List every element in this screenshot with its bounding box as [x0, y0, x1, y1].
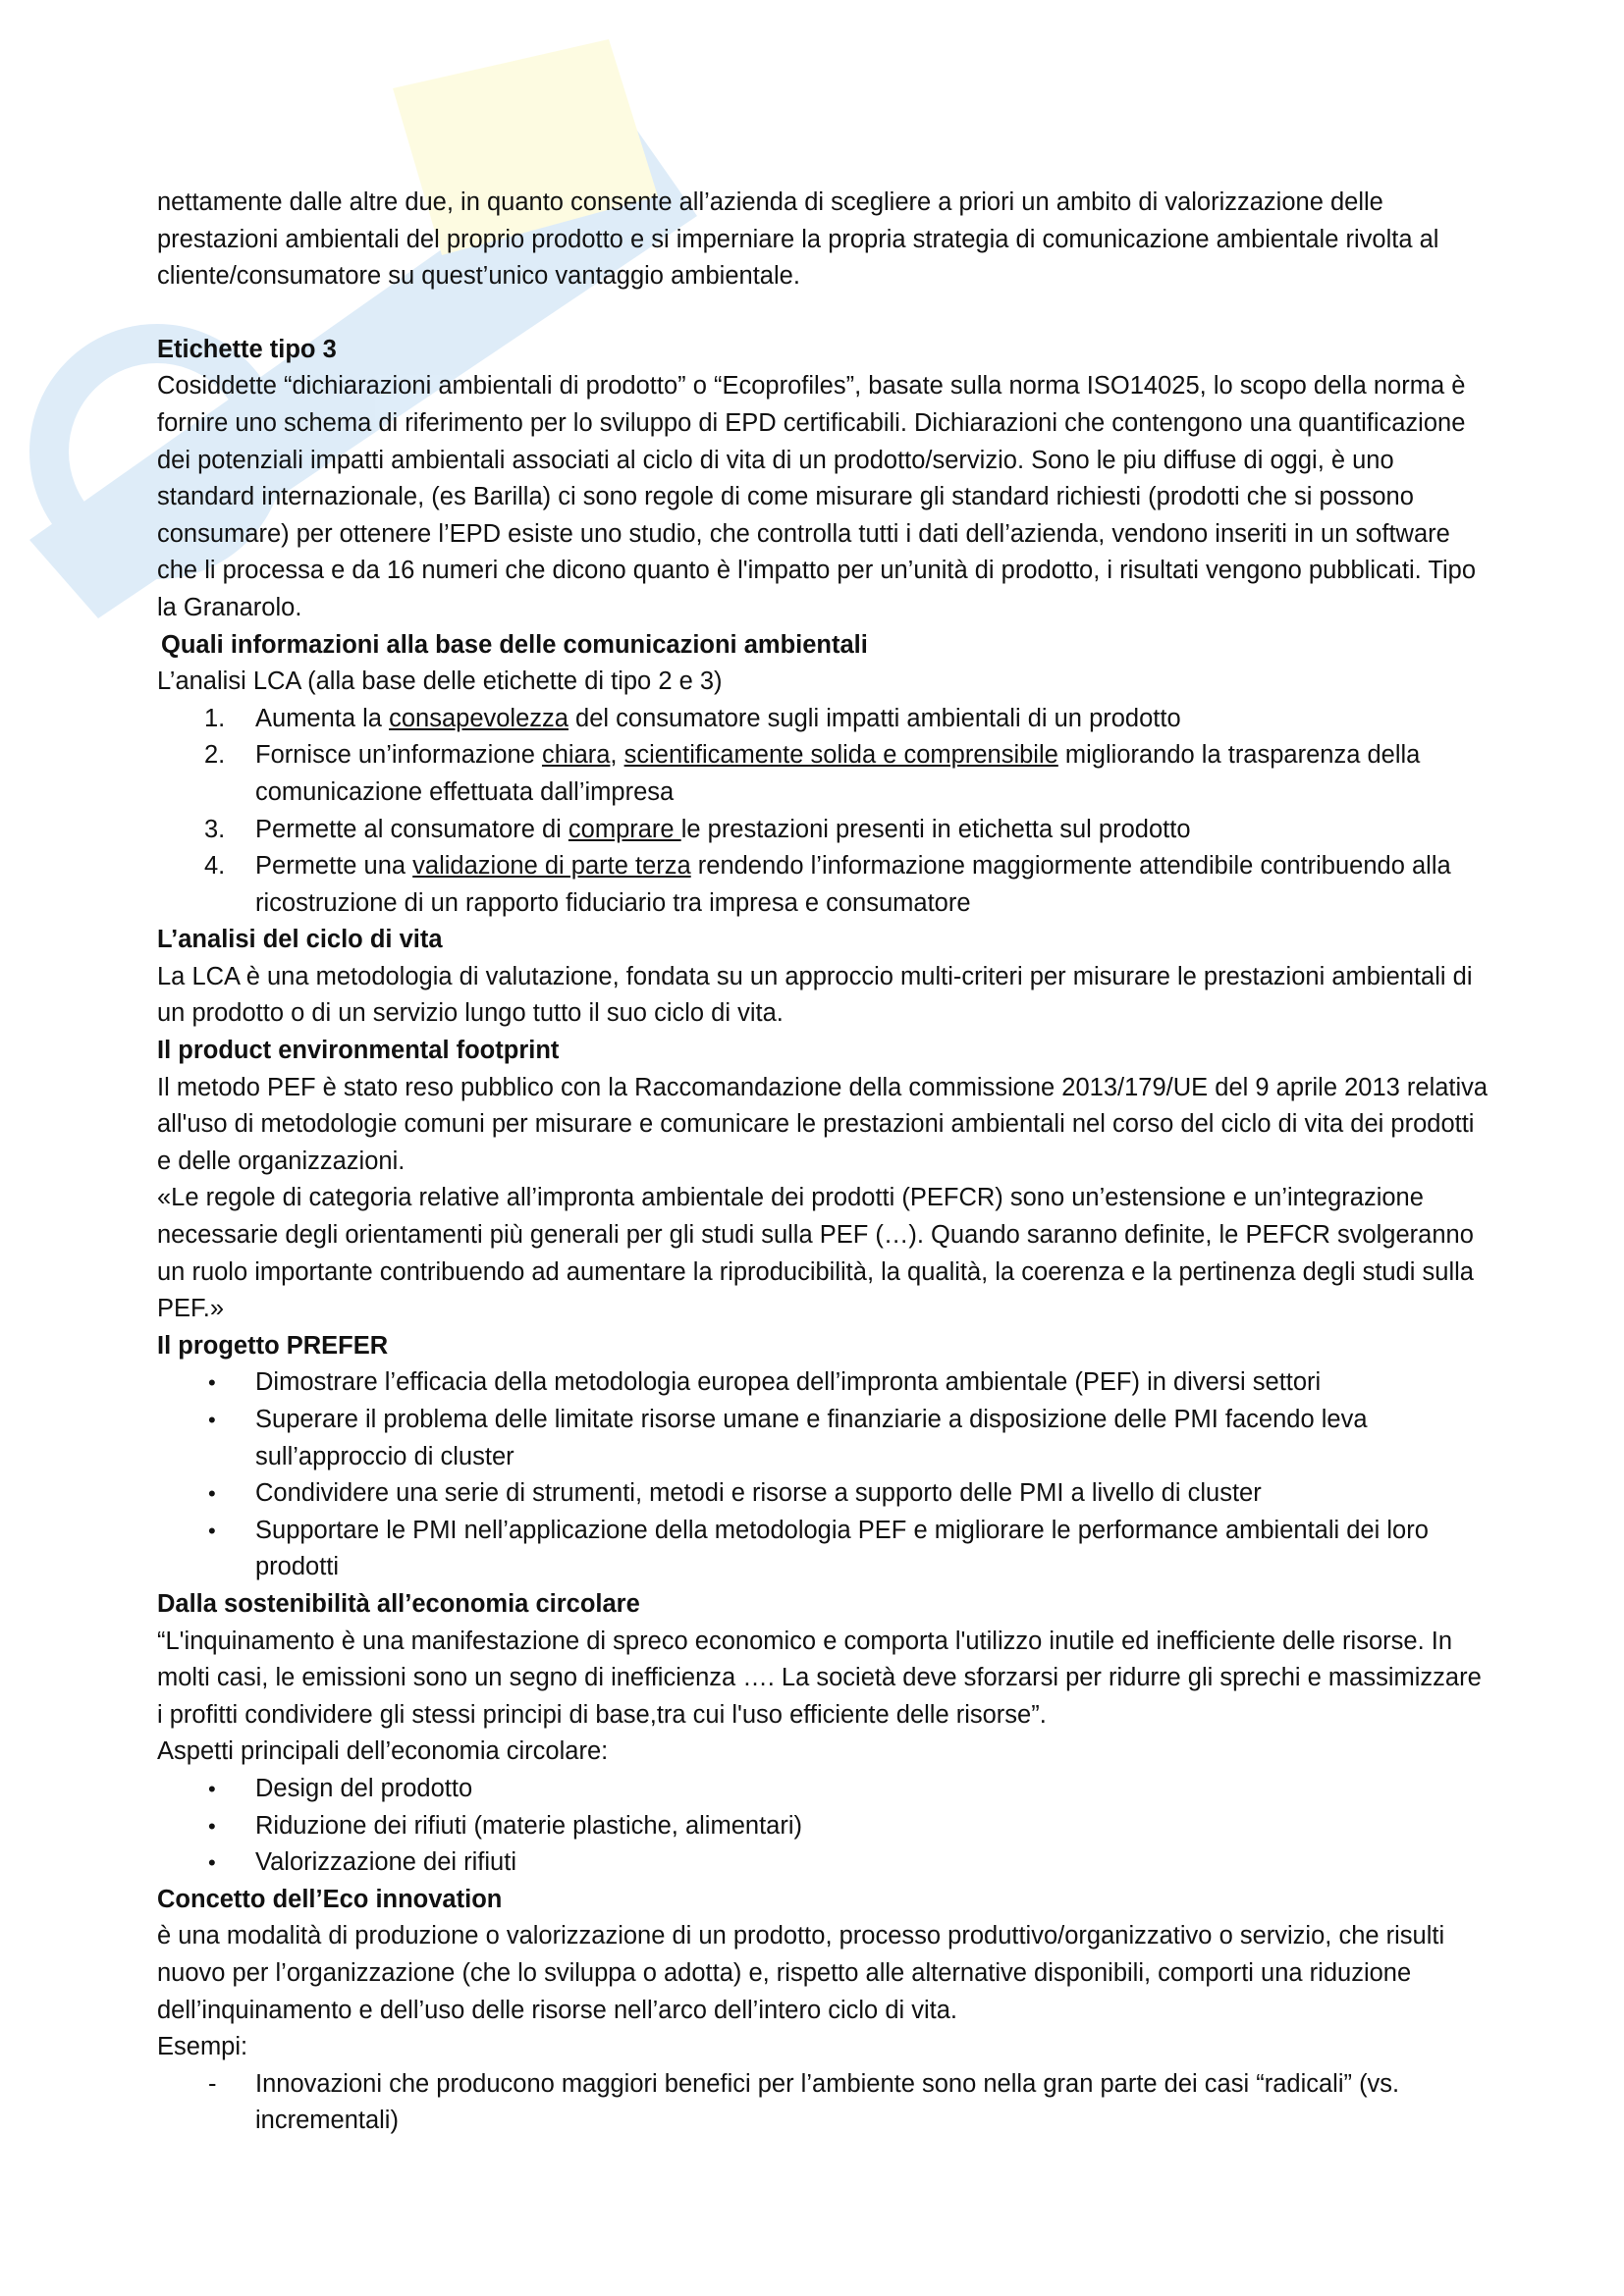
section-heading-info: Quali informazioni alla base delle comunicazioni ambientali	[161, 630, 868, 659]
section-heading-prefer: Il progetto PREFER	[157, 1331, 389, 1360]
list-item: • Dimostrare l’efficacia della metodologia europea dell’impronta ambientale (PEF) in diversi settori	[157, 1364, 1492, 1402]
circular-aspects-label: Aspetti principali dell’economia circolare:	[157, 1737, 609, 1766]
eco-examples-label: Esempi:	[157, 2033, 248, 2061]
section-heading-circular: Dalla sostenibilità all’economia circolare	[157, 1589, 640, 1618]
info-numbered-list	[157, 701, 1492, 923]
list-item: - Innovazioni che producono maggiori benefici per l’ambiente sono nella gran parte dei casi “radicali” (vs. incrementali)	[157, 2066, 1492, 2140]
list-item: 4. Permette una validazione di parte terza rendendo l’informazione maggiormente attendibile contribuendo alla ricostruzione di un rapporto fiduciario tra impresa e consumatore	[157, 848, 1492, 922]
intro-paragraph: nettamente dalle altre due, in quanto consente all’azienda di scegliere a priori un ambito di valorizzazione delle prestazioni ambientali del proprio prodotto e si imperniare la propria strategia di comunicazione ambientale rivolta al cliente/consumatore su quest’unico vantaggio ambientale.	[157, 188, 1439, 291]
eco-paragraph: è una modalità di produzione o valorizzazione di un prodotto, processo produttivo/organizzativo o servizio, che risulti nuovo per l’organizzazione (che lo sviluppa o adotta) e, rispetto alle alternative disponibili, comporti una riduzione dell’inquinamento e dell’uso delle risorse nell’arco dell’intero ciclo di vita.	[157, 1922, 1445, 2024]
section-heading-lca: L’analisi del ciclo di vita	[157, 926, 443, 954]
pef-paragraph: Il metodo PEF è stato reso pubblico con la Raccomandazione della commissione 2013/179/UE del 9 aprile 2013 relativa all'uso di metodologie comuni per misurare e comunicare le prestazioni ambientali nel corso del ciclo di vita dei prodotti e delle organizzazioni.	[157, 1073, 1489, 1175]
circular-quote: “L'inquinamento è una manifestazione di spreco economico e comporta l'utilizzo inutile ed inefficiente delle risorse. In molti casi, le emissioni sono un segno di inefficienza …. La società deve sforzarsi per ridurre gli sprechi e massimizzare i profitti condividere gli stessi principi di base,tra cui l'uso efficiente delle risorse”.	[157, 1627, 1482, 1729]
list-number: 1.	[204, 704, 226, 732]
bullet-icon: •	[208, 1481, 216, 1507]
document-page	[157, 185, 1492, 2140]
prefer-bullet-list	[157, 1364, 1492, 1586]
list-number: 4.	[204, 852, 226, 881]
lca-paragraph: La LCA è una metodologia di valutazione, fondata su un approccio multi-criteri per misurare le prestazioni ambientali di un prodotto o di un servizio lungo tutto il suo ciclo di vita.	[157, 962, 1473, 1028]
bullet-icon: •	[208, 1813, 216, 1839]
list-item: • Supportare le PMI nell’applicazione della metodologia PEF e migliorare le performance ambientali dei loro prodotti	[157, 1513, 1492, 1586]
bullet-icon: •	[208, 1850, 216, 1876]
circular-bullet-list	[157, 1771, 1492, 1882]
list-item: 3. Permette al consumatore di comprare le prestazioni presenti in etichetta sul prodotto	[157, 812, 1492, 849]
spacer	[157, 295, 1492, 332]
eco-dash-list	[157, 2066, 1492, 2140]
section-heading-eco: Concetto dell’Eco innovation	[157, 1885, 503, 1913]
section-heading-pef: Il product environmental footprint	[157, 1037, 560, 1065]
list-item: • Design del prodotto	[157, 1771, 1492, 1808]
list-item: • Superare il problema delle limitate risorse umane e finanziarie a disposizione delle PMI facendo leva sull’approccio di cluster	[157, 1402, 1492, 1475]
tipo3-paragraph: Cosiddette “dichiarazioni ambientali di prodotto” o “Ecoprofiles”, basate sulla norma ISO14025, lo scopo della norma è fornire uno schema di riferimento per lo sviluppo di EPD certificabili. Dichiarazioni che contengono una quantificazione dei potenziali impatti ambientali associati al ciclo di vita di un prodotto/servizio. Sono le piu diffuse di oggi, è uno standard internazionale, (es Barilla) ci sono regole di come misurare gli standard richiesti (prodotti che si possono consumare) per ottenere l’EPD esiste uno studio, che controlla tutti i dati dell’azienda, vendono inseriti in un software che li processa e da 16 numeri che dicono quanto è l'impatto per un’unità di prodotto, i risultati vengono pubblicati. Tipo la Granarolo.	[157, 372, 1477, 621]
section-heading-tipo3: Etichette tipo 3	[157, 335, 337, 363]
bullet-icon: •	[208, 1776, 216, 1801]
list-item: • Riduzione dei rifiuti (materie plastiche, alimentari)	[157, 1808, 1492, 1845]
list-item: • Valorizzazione dei rifiuti	[157, 1844, 1492, 1882]
info-intro: L’analisi LCA (alla base delle etichette di tipo 2 e 3)	[157, 667, 723, 696]
list-item: 2. Fornisce un’informazione chiara, scientificamente solida e comprensibile migliorando la trasparenza della comunicazione effettuata dall’impresa	[157, 737, 1492, 811]
list-item: 1. Aumenta la consapevolezza del consumatore sugli impatti ambientali di un prodotto	[157, 701, 1492, 738]
list-number: 2.	[204, 741, 226, 770]
list-item: • Condividere una serie di strumenti, metodi e risorse a supporto delle PMI a livello di cluster	[157, 1475, 1492, 1513]
bullet-icon: •	[208, 1408, 216, 1432]
dash-icon: -	[208, 2069, 217, 2098]
pef-quote: «Le regole di categoria relative all’impronta ambientale dei prodotti (PEFCR) sono un’estensione e un’integrazione necessarie degli orientamenti più generali per gli studi sulla PEF (…). Quando saranno definite, le PEFCR svolgeranno un ruolo importante contribuendo ad aumentare la riproducibilità, la qualità, la coerenza e la pertinenza degli studi sulla PEF.»	[157, 1184, 1474, 1323]
bullet-icon: •	[208, 1518, 216, 1543]
list-number: 3.	[204, 815, 226, 843]
bullet-icon: •	[208, 1370, 216, 1396]
